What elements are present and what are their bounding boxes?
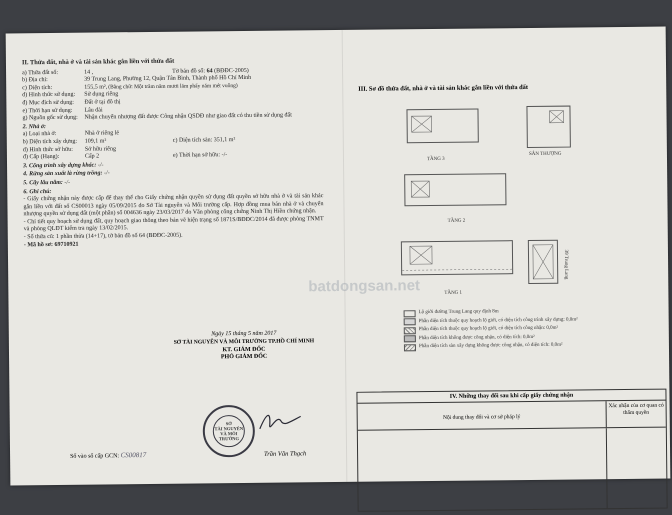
signature-icon (255, 408, 305, 435)
deputy-director: PHÓ GIÁM ĐỐC (220, 353, 268, 361)
house-area-row: b) Diện tích xây dựng: 109,1 m² c) Diện tích sàn: 351,1 m² (22, 137, 236, 146)
section-iii-heading: III. Sơ đồ thửa đất, nhà ở và tài sản khác gắn liền với thửa đất (358, 84, 529, 93)
floor1-caption: TẦNG 1 (444, 290, 463, 296)
address-row: b) Địa chỉ: 39 Trung Lang, Phường 12, Quận Tân Bình, Thành phố Hồ Chí Minh (22, 74, 322, 85)
floor1-plan (401, 240, 513, 275)
use-purpose-row: đ) Mục đích sử dụng: Đất ở tại đô thị (22, 99, 121, 107)
issue-date: Ngày 15 tháng 5 năm 2017 (211, 330, 277, 338)
terrace-caption: SÂN THƯỢNG (528, 151, 562, 157)
other-construction: 3. Công trình xây dựng khác: -/- (23, 162, 104, 170)
area-in-words: (Bằng chữ: Một trăm năm mươi lăm phẩy năm mét vuông) (108, 82, 238, 91)
floor3-caption: TẦNG 3 (426, 156, 445, 163)
changes-table (356, 389, 667, 512)
map-number: 64 (206, 67, 213, 74)
left-page (22, 56, 324, 249)
road-label: 39 Trung Lang (562, 249, 569, 280)
note-4: - Mã hồ sơ: 69710921 (23, 241, 79, 248)
house-section-title: 2. Nhà ở: (22, 123, 47, 131)
use-term-row: e) Thời hạn sử dụng: Lâu dài (22, 107, 103, 114)
area-row: c) Diện tích: 155,5 m², (Bằng chữ: Một trăm năm mươi lăm phẩy năm mét vuông) (22, 82, 238, 92)
area-value: 155,5 m², (84, 84, 108, 91)
col-change-content: Nội dung thay đổi và cơ sở pháp lý (358, 401, 607, 430)
certificate-sheet (6, 27, 671, 486)
watermark: batdongsan.net (308, 277, 421, 296)
official-seal-icon: SỞ TÀI NGUYÊN VÀ MÔI TRƯỜNG (203, 405, 256, 458)
fold-line (342, 30, 348, 482)
note-2: - Chỉ tiết quy hoạch sử dụng đất, quy hoạch giao thông theo bản vẽ hiện trạng số 1871S/BĐĐC/2014 đã được phòng TNMT và phòng QLĐT kiểm tra ngày 13/02/2015. (23, 216, 324, 233)
parcel-row: a) Thửa đất số: 14 , Tờ bản đồ số: 64 (BĐĐC-2005) (22, 67, 249, 76)
register-number: Số vào sổ cấp GCN: CS00817 (70, 451, 147, 460)
col-authority-confirm: Xác nhận của cơ quan có thẩm quyền (608, 402, 664, 416)
floor2-plan (404, 173, 506, 206)
origin-row: g) Nguồn gốc sử dụng: Nhận chuyển nhượng đất được Công nhận QSDĐ như giao đất có thu tiền sử dụng đất (22, 112, 292, 122)
house-grade-row: đ) Cấp (Hạng): Cấp 2 e) Thời hạn sở hữu: -/- (22, 152, 228, 161)
plan-legend (404, 307, 578, 351)
changes-table-body (358, 428, 667, 511)
production-forest: 4. Rừng sản xuất là rừng trồng: -/- (23, 170, 110, 178)
issuing-authority: SỞ TÀI NGUYÊN VÀ MÔI TRƯỜNG TP.HỒ CHÍ MINH (173, 338, 315, 346)
floor3-plan (406, 109, 478, 144)
legend-item: Lộ giới đường Trung Lang quy định 8m (404, 307, 578, 317)
parcel-number: 14 , (84, 69, 94, 76)
terrace-plan (526, 106, 570, 148)
legend-item: Phần diện tích sàn xây dựng không được công nhận, có diện tích: 0,0m² (404, 341, 578, 351)
use-form-row: d) Hình thức sử dụng: Sử dụng riêng (22, 91, 119, 99)
legend-item: Phần diện tích thuộc quy hoạch lộ giới, có diện tích công trình xây dựng: 0,0m² (404, 316, 578, 326)
legend-item: Phần diện tích thuộc quy hoạch lộ giới, có diện tích công nhận: 0,0m² (404, 324, 578, 334)
signer-name: Trần Văn Thạch (263, 450, 307, 458)
section-ii-heading: II. Thửa đất, nhà ở và tài sản khác gắn liền với thửa đất (21, 57, 175, 67)
changes-table-title: IV. Những thay đổi sau khi cấp giấy chứng nhận (357, 390, 665, 404)
for-director: KT. GIÁM ĐỐC (222, 346, 266, 354)
house-ownership-row: d) Hình thức sở hữu: Sở hữu riêng (22, 145, 116, 153)
legend-item: Phần diện tích không được công nhận, có diện tích: 0,0m² (404, 333, 578, 343)
changes-table-header (358, 401, 666, 431)
notes-title: 6. Ghi chú: (23, 188, 52, 195)
address-value: 39 Trung Lang, Phường 12, Quận Tân Bình, Thành phố Hồ Chí Minh (84, 75, 252, 83)
house-type-row: a) Loại nhà ở: Nhà ở riêng lẻ (22, 130, 120, 138)
note-1: - Giấy chứng nhận này được cấp để thay thế cho Giấy chứng nhận quyền sử dụng đất quyền sở hữu nhà ở và tài sản khác gắn liền với đất số CS00013 ngày 05/09/2015 do Sở Tài nguyên và Môi trường cấp. Hợp đồng mua bán nhà ở và chuyển nhượng quyền sử dụng đất (một phần) số 004636 ngày 23/03/2017 do Văn phòng công chứng Ninh Thị Hiền chứng nhận. (23, 193, 324, 218)
floor2-caption: TẦNG 2 (447, 218, 466, 224)
note-3: - Số thửa cũ: 1 phần thửa (14+17), tờ bản đồ số 64 (BĐĐC-2005). (23, 232, 183, 241)
perennial-trees: 5. Cây lâu năm: -/- (23, 179, 71, 187)
parcel-plan (528, 240, 558, 284)
